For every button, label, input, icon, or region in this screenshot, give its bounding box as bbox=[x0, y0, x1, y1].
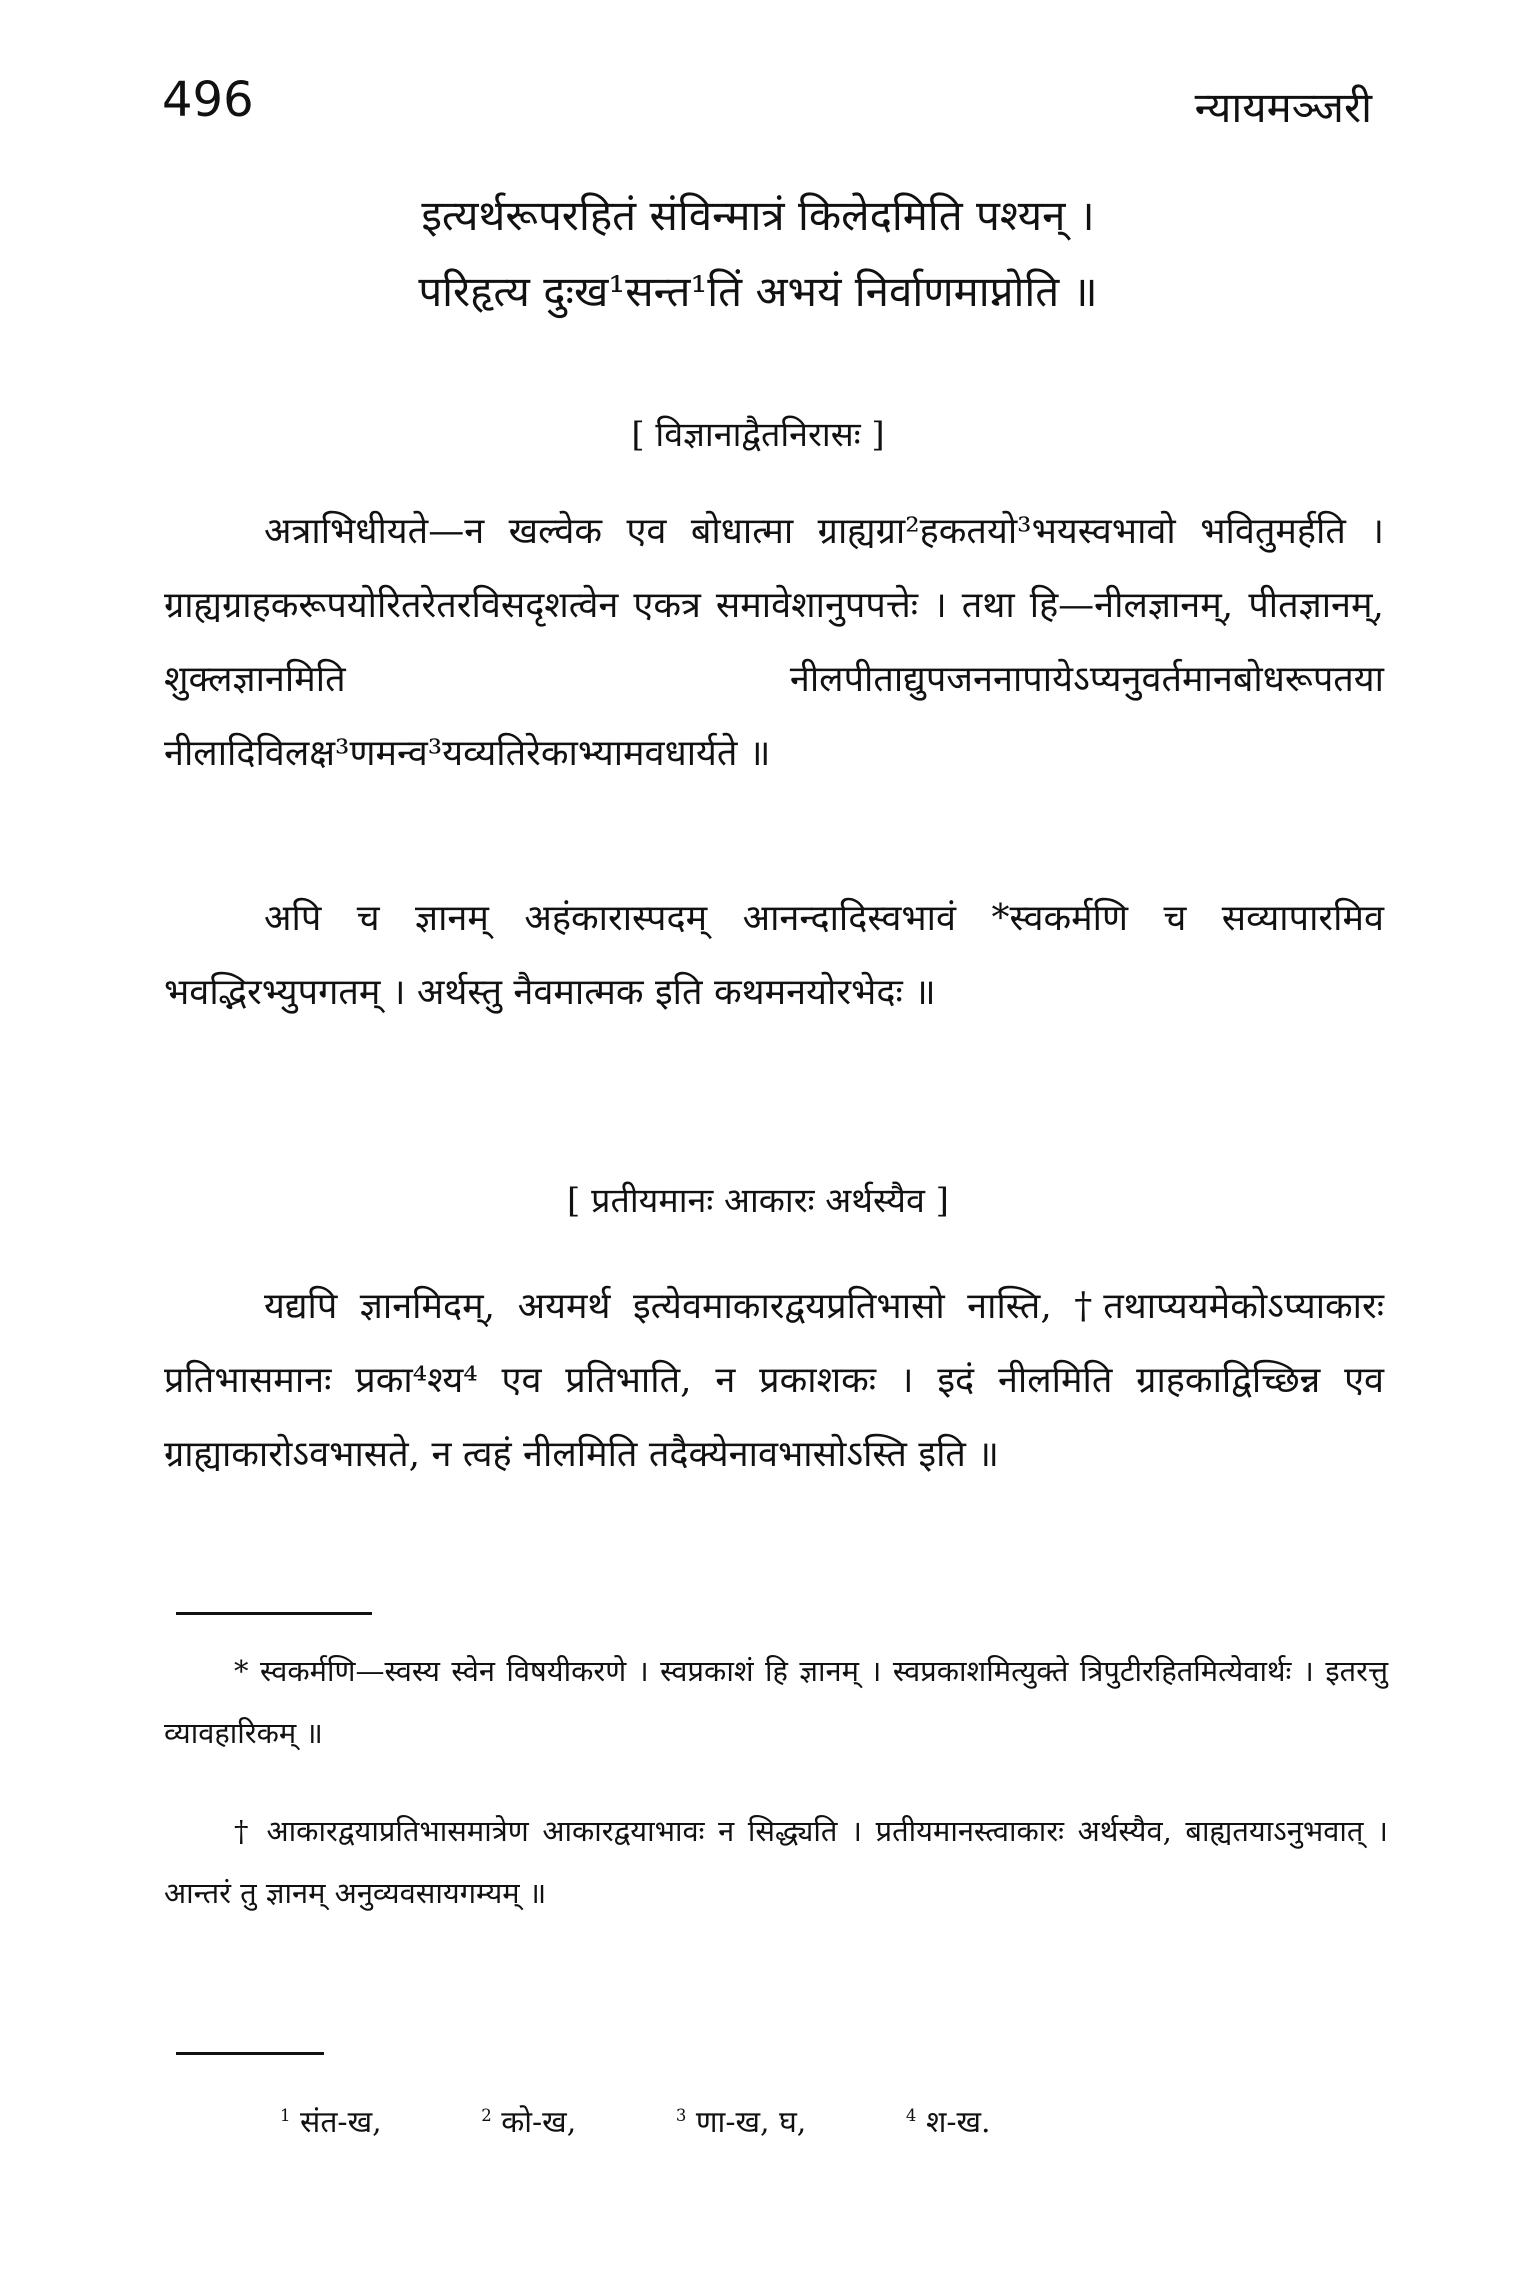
page-number: 496 bbox=[162, 72, 254, 128]
footnote-dagger bbox=[164, 1800, 1388, 1924]
section-heading-2: [ प्रतीयमानः आकारः अर्थस्यैव ] bbox=[567, 1181, 949, 1221]
paragraph-2 bbox=[164, 882, 1384, 1030]
variant-reading: $^4$ श-ख. bbox=[905, 2105, 991, 2140]
variant-readings bbox=[280, 2100, 1280, 2141]
footnote-star-text: * स्वकर्मणि—स्वस्य स्वेन विषयीकरणे । स्वप्रकाशं हि ज्ञानम् । स्वप्रकाशमित्युक्ते त्रिपुटीरहितमित्येवार्थः । इतरत्तु व्यावहारिकम् ॥ bbox=[164, 1654, 1388, 1750]
paragraph-3-text: यद्यपि ज्ञानमिदम्, अयमर्थ इत्येवमाकारद्वयप्रतिभासो नास्ति, †तथाप्ययमेकोऽप्याकारः प्रतिभासमानः प्रका⁴श्य⁴ एव प्रतिभाति, न प्रकाशकः । इदं नीलमिति ग्राहकाद्विच्छिन्न एव ग्राह्याकारोऽवभासते, न त्वहं नीलमिति तदैक्येनावभासोऽस्ति इति ॥ bbox=[164, 1286, 1384, 1475]
paragraph-3 bbox=[164, 1270, 1384, 1492]
paragraph-1-text: अत्राभिधीयते—न खल्वेक एव बोधात्मा ग्राह्यग्रा²हकतयो³भयस्वभावो भवितुमर्हति । ग्राह्यग्राहकरूपयोरितरेतरविसदृशत्वेन एकत्र समावेशानुपपत्तेः । तथा हि—नीलज्ञानम्, पीतज्ञानम्, शुक्लज्ञानमिति नीलपीताद्युपजननापायेऽप्यनुवर्तमानबोधरूपतया नीलादिविलक्ष³णमन्व³यव्यतिरेकाभ्यामवधार्यते ॥ bbox=[164, 511, 1384, 774]
verse-line-2: परिहृत्य दुःख¹सन्त¹तिं अभयं निर्वाणमाप्नोति ॥ bbox=[418, 267, 1098, 316]
paragraph-2-text: अपि च ज्ञानम् अहंकारास्पदम् आनन्दादिस्वभावं *स्वकर्मणि च सव्यापारमिव भवद्भिरभ्युपगतम् । अर्थस्तु नैवमात्मक इति कथमनयोरभेदः ॥ bbox=[164, 898, 1384, 1013]
variant-reading: $^2$ को-ख, bbox=[481, 2105, 577, 2140]
variants-divider bbox=[176, 2052, 324, 2055]
footnote-star bbox=[164, 1640, 1388, 1764]
paragraph-1 bbox=[164, 495, 1384, 791]
variant-reading: $^3$ णा-ख, घ, bbox=[675, 2105, 807, 2140]
verse-line-1: इत्यर्थरूपरहितं संविन्मात्रं किलेदमिति पश्यन् । bbox=[421, 191, 1095, 240]
variant-reading: $^1$ संत-ख, bbox=[280, 2105, 382, 2140]
section-heading-1: [ विज्ञानाद्वैतनिरासः ] bbox=[631, 415, 885, 455]
running-head: न्यायमञ्जरी bbox=[1194, 83, 1372, 132]
footnote-dagger-text: † आकारद्वयाप्रतिभासमात्रेण आकारद्वयाभावः न सिद्ध्यति । प्रतीयमानस्त्वाकारः अर्थस्यैव, बाह्यतयाऽनुभवात् । आन्तरं तु ज्ञानम् अनुव्यवसायगम्यम् ॥ bbox=[164, 1814, 1388, 1910]
footnote-divider bbox=[176, 1612, 372, 1615]
